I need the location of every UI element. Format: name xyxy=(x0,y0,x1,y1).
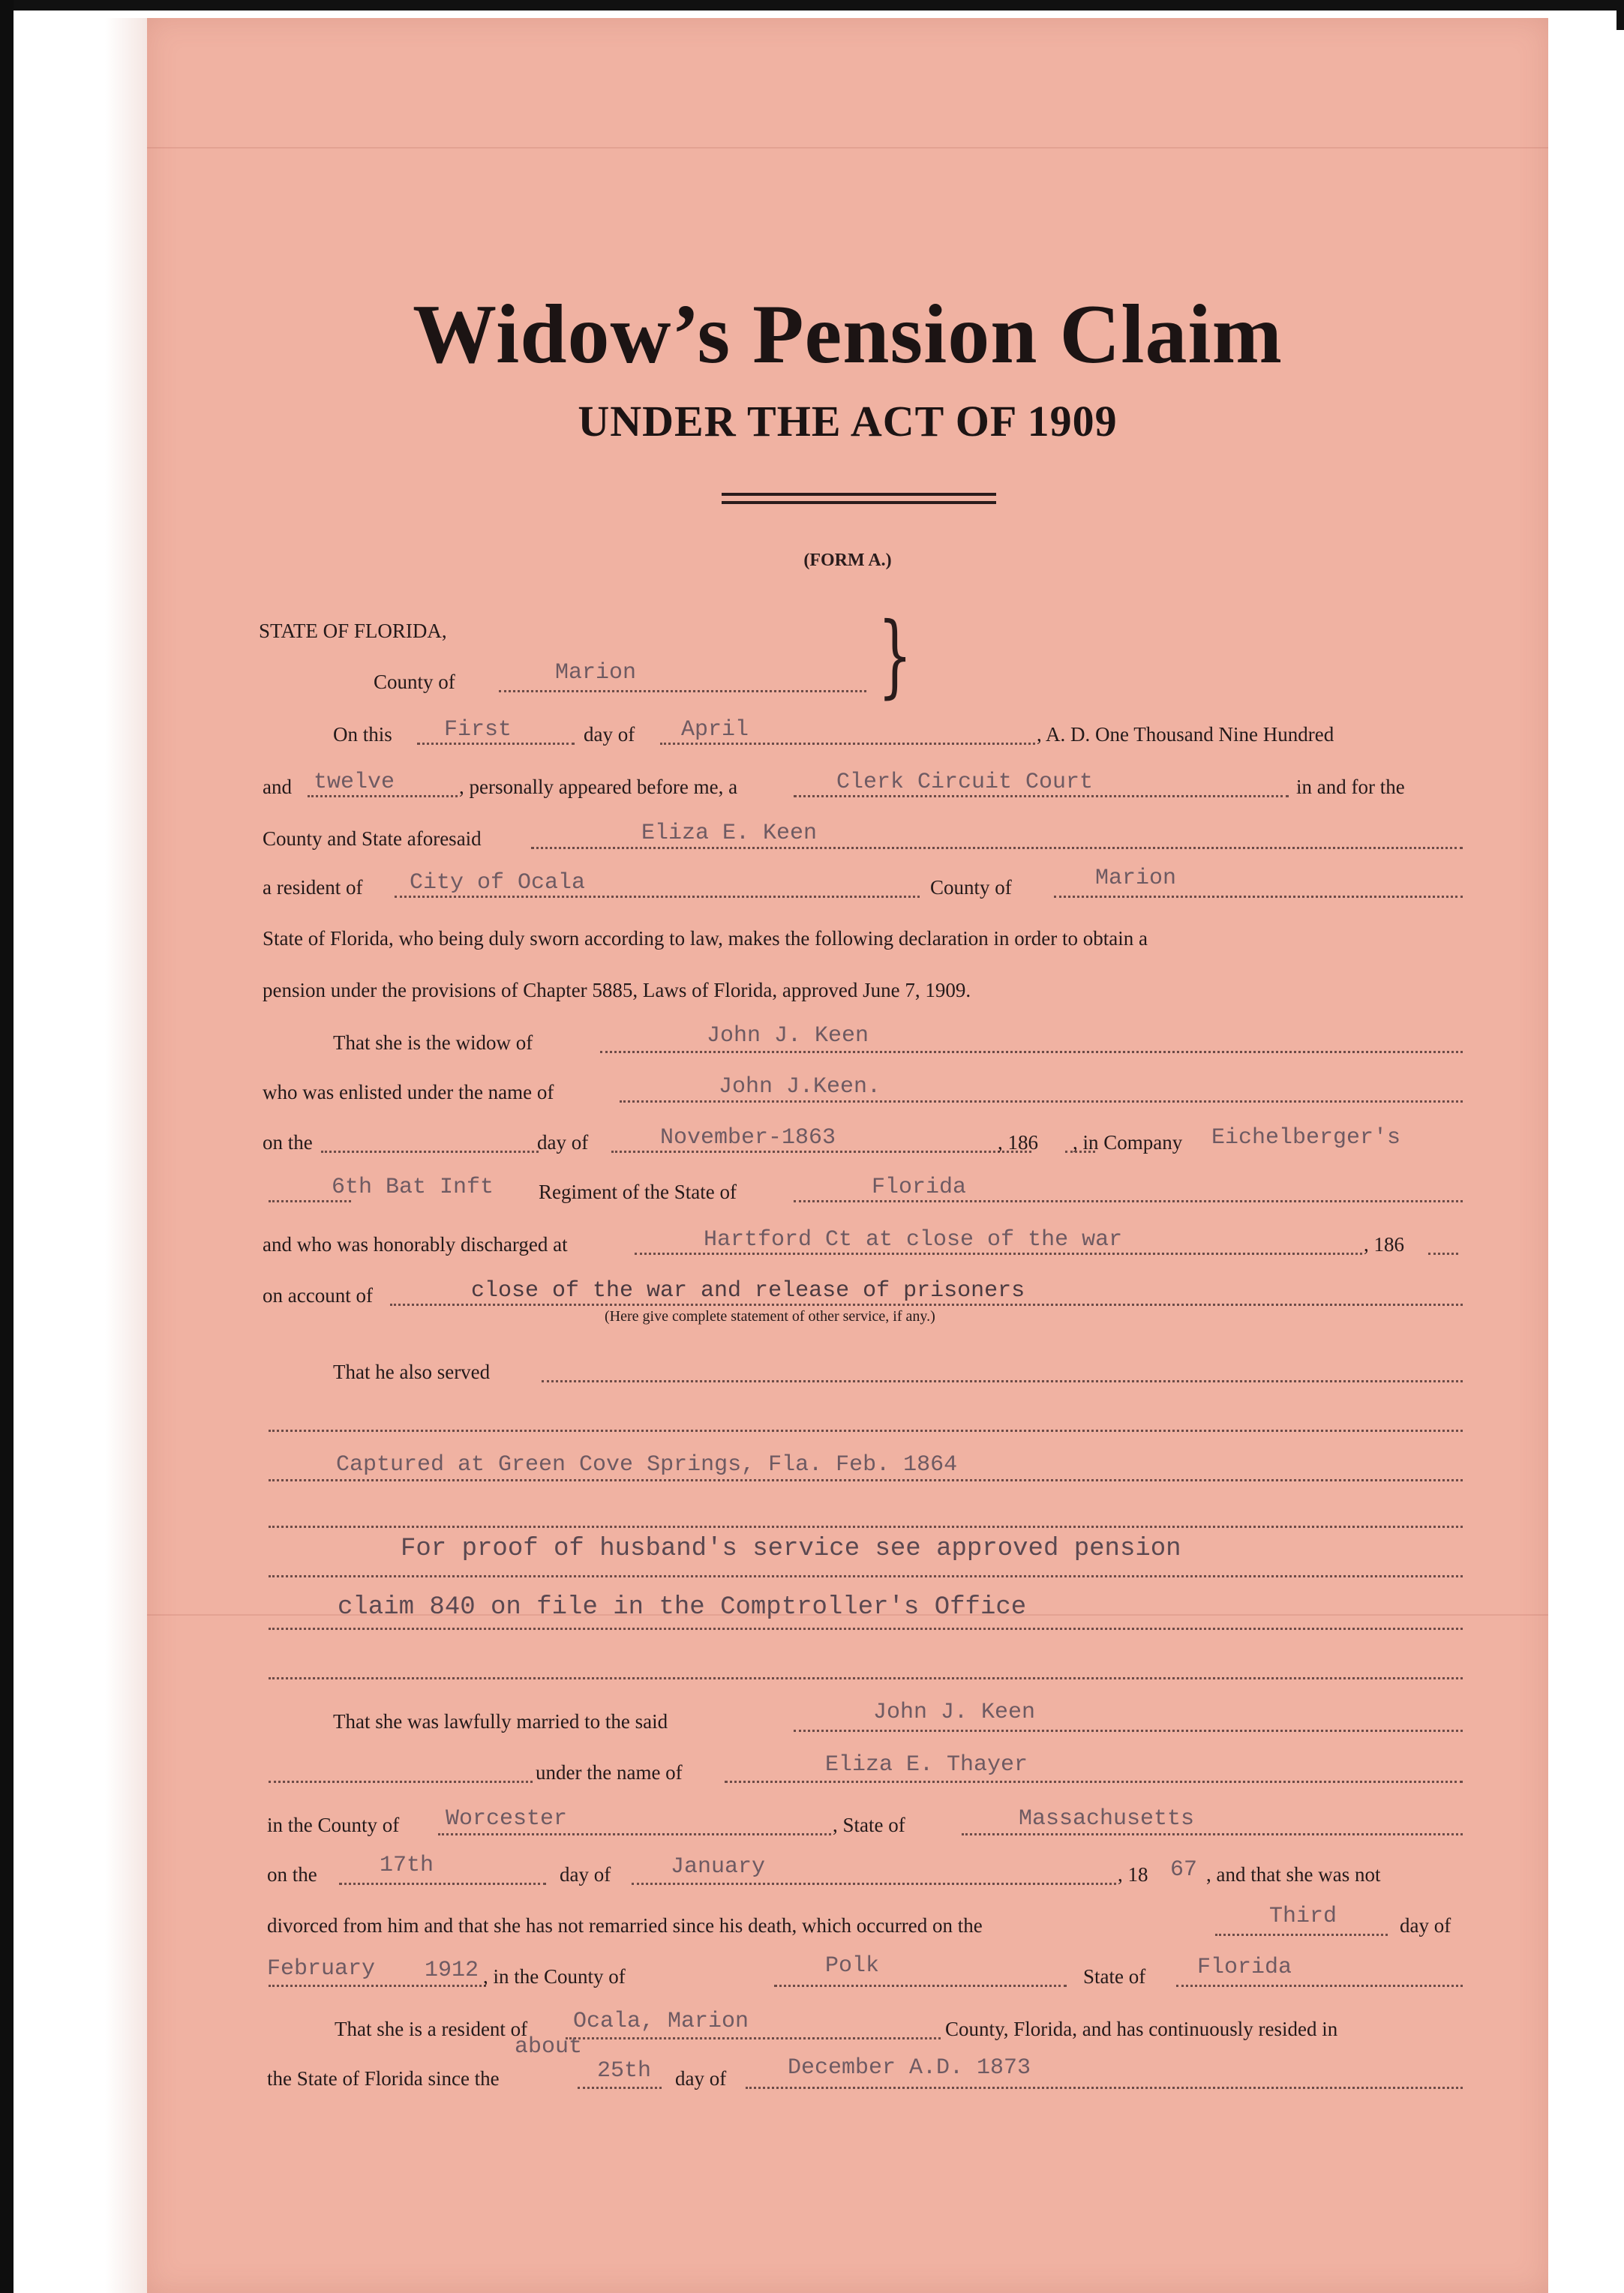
marriage-year-field[interactable]: 67 xyxy=(1170,1857,1198,1883)
dotted-line xyxy=(269,1781,533,1783)
dotted-line xyxy=(417,743,575,745)
scan-border-top xyxy=(0,0,1624,17)
dotted-line xyxy=(269,1430,1463,1432)
day-field[interactable]: First xyxy=(444,717,512,743)
dotted-line xyxy=(660,743,1035,745)
text-state-since: the State of Florida since the xyxy=(267,2067,500,2090)
text-widow-of: That she is the widow of xyxy=(333,1031,533,1054)
dotted-line xyxy=(635,1253,1362,1255)
text-in-county-of: in the County of xyxy=(267,1814,400,1836)
dotted-line xyxy=(321,1151,539,1153)
year-field[interactable]: twelve xyxy=(314,770,395,795)
text-in-company: , in Company xyxy=(1073,1131,1183,1154)
dotted-line xyxy=(600,1051,1463,1053)
paper-shadow xyxy=(105,18,147,2293)
death-day-field[interactable]: Third xyxy=(1269,1904,1337,1929)
text-also-served: That he also served xyxy=(333,1361,491,1383)
residence-since-day-field[interactable]: 25th xyxy=(597,2058,652,2084)
text-not-remarried: divorced from him and that she has not remarried since his death, which occurred on the xyxy=(267,1914,983,1937)
officer-field[interactable]: Clerk Circuit Court xyxy=(836,770,1094,795)
text-sworn-declaration: State of Florida, who being duly sworn according to law, makes the following declaration in order to obtain a xyxy=(263,927,1148,950)
form-title: Widow’s Pension Claim xyxy=(413,288,1283,381)
text-in-county-of: , in the County of xyxy=(483,1965,626,1988)
county-label: County of xyxy=(374,671,455,693)
state-label: STATE OF FLORIDA, xyxy=(259,620,447,642)
dotted-line xyxy=(269,1677,1463,1679)
dotted-line xyxy=(269,1479,1463,1481)
text-day-of: day of xyxy=(675,2067,727,2090)
enlisted-name-field[interactable]: John J.Keen. xyxy=(719,1074,881,1100)
dotted-line xyxy=(566,2037,941,2039)
text-continuously-resided: County, Florida, and has continuously resided in xyxy=(945,2018,1338,2040)
text-day-of: day of xyxy=(537,1131,589,1154)
discharge-reason-field[interactable]: close of the war and release of prisoners xyxy=(471,1278,1025,1304)
dotted-line xyxy=(339,1883,546,1885)
text-chapter-5885: pension under the provisions of Chapter 5885, Laws of Florida, approved June 7, 1909. xyxy=(263,979,971,1001)
dotted-line xyxy=(725,1781,1463,1783)
dotted-line xyxy=(269,1628,1463,1630)
dotted-line xyxy=(395,896,920,898)
dotted-line xyxy=(794,1730,1463,1732)
dotted-line xyxy=(1176,1985,1463,1987)
text-18: , 18 xyxy=(1118,1863,1148,1886)
text-instruction-note: (Here give complete statement of other service, if any.) xyxy=(605,1308,935,1325)
dotted-line xyxy=(1054,896,1463,898)
dotted-line xyxy=(794,795,1289,797)
marriage-month-field[interactable]: January xyxy=(671,1854,766,1880)
text-and: and xyxy=(263,776,292,798)
scan-border-right xyxy=(1616,0,1624,30)
marriage-county-field[interactable]: Worcester xyxy=(446,1806,568,1832)
dotted-line xyxy=(1215,1934,1388,1936)
text-county-state: County and State aforesaid xyxy=(263,827,482,850)
residence-since-date-field[interactable]: December A.D. 1873 xyxy=(788,2055,1031,2081)
text-regiment-state: Regiment of the State of xyxy=(539,1181,737,1203)
text-married-to: That she was lawfully married to the said xyxy=(333,1710,668,1733)
text-discharged-at: and who was honorably discharged at xyxy=(263,1233,568,1256)
text-year-prefix: , A. D. One Thousand Nine Hundred xyxy=(1037,723,1334,746)
resident-county-field[interactable]: Marion xyxy=(1095,866,1177,891)
text-day-of: day of xyxy=(1400,1914,1451,1937)
text-state-of: State of xyxy=(1083,1965,1146,1988)
dotted-line xyxy=(390,1304,1463,1306)
dotted-line xyxy=(269,1985,486,1987)
claimant-name-field[interactable]: Eliza E. Keen xyxy=(641,821,818,846)
dotted-line xyxy=(632,1883,1116,1885)
service-capture-field[interactable]: Captured at Green Cove Springs, Fla. Feb. 1864 xyxy=(336,1452,958,1478)
text-state-of: , State of xyxy=(833,1814,905,1836)
death-month-field[interactable]: February xyxy=(267,1956,376,1982)
dotted-line xyxy=(531,847,1463,849)
text-in-and-for: in and for the xyxy=(1296,776,1405,798)
marriage-state-field[interactable]: Massachusetts xyxy=(1019,1806,1195,1832)
dotted-line xyxy=(542,1380,1463,1382)
county-dotted-line xyxy=(499,690,866,692)
dotted-line xyxy=(746,2087,1463,2089)
text-on-the: on the xyxy=(267,1863,317,1886)
married-husband-field[interactable]: John J. Keen xyxy=(873,1700,1036,1725)
text-resident-of: That she is a resident of xyxy=(335,2018,528,2040)
text-resident-of: a resident of xyxy=(263,876,363,899)
dotted-line xyxy=(774,1985,1067,1987)
text-186: , 186 xyxy=(1364,1233,1404,1256)
county-field[interactable]: Marion xyxy=(555,660,637,686)
dotted-line xyxy=(578,2087,662,2089)
dotted-line xyxy=(269,1575,1463,1577)
form-label: (FORM A.) xyxy=(803,551,892,570)
husband-name-field[interactable]: John J. Keen xyxy=(707,1023,869,1049)
paper-fold-line xyxy=(147,147,1548,149)
dotted-line xyxy=(794,1200,1463,1202)
state-brace: } xyxy=(878,604,913,708)
dotted-line xyxy=(611,1151,1031,1153)
current-residence-field[interactable]: Ocala, Marion xyxy=(573,2009,749,2034)
dotted-line xyxy=(620,1100,1463,1103)
title-rule-top xyxy=(722,493,996,496)
residence-field[interactable]: City of Ocala xyxy=(410,870,586,896)
title-rule-bottom xyxy=(722,501,996,504)
inserted-about-field[interactable]: about xyxy=(515,2034,583,2060)
text-appeared: , personally appeared before me, a xyxy=(459,776,738,798)
form-subtitle: UNDER THE ACT OF 1909 xyxy=(578,397,1118,446)
text-day-of: day of xyxy=(560,1863,611,1886)
regiment-state-field[interactable]: Florida xyxy=(872,1175,967,1200)
company-field[interactable]: Eichelberger's xyxy=(1211,1125,1401,1151)
text-on-the: on the xyxy=(263,1131,313,1154)
text-on-account-of: on account of xyxy=(263,1284,373,1307)
death-year-field[interactable]: 1912 xyxy=(425,1958,479,1983)
dotted-line xyxy=(269,1526,1463,1528)
dotted-line xyxy=(269,1200,351,1202)
text-county-of: County of xyxy=(930,876,1012,899)
death-county-field[interactable]: Polk xyxy=(825,1953,880,1979)
text-186: , 186 xyxy=(998,1131,1038,1154)
dotted-line xyxy=(1428,1253,1458,1255)
month-field[interactable]: April xyxy=(681,717,749,743)
scan-border-left xyxy=(0,0,14,2293)
discharge-place-field[interactable]: Hartford Ct at close of the war xyxy=(704,1227,1123,1253)
service-claim-field[interactable]: claim 840 on file in the Comptroller's Office xyxy=(338,1593,1027,1622)
maiden-name-field[interactable]: Eliza E. Thayer xyxy=(825,1752,1028,1778)
regiment-field[interactable]: 6th Bat Inft xyxy=(332,1175,494,1200)
death-state-field[interactable]: Florida xyxy=(1197,1955,1292,1980)
service-proof-field[interactable]: For proof of husband's service see approved pension xyxy=(401,1535,1181,1563)
text-enlisted-under: who was enlisted under the name of xyxy=(263,1081,554,1103)
enlistment-date-field[interactable]: November-1863 xyxy=(660,1125,836,1151)
text-not-divorced: , and that she was not xyxy=(1206,1863,1381,1886)
dotted-line xyxy=(438,1833,831,1835)
dotted-line xyxy=(308,795,458,797)
dotted-line xyxy=(962,1833,1463,1835)
text-on-this: On this xyxy=(333,723,392,746)
text-under-name-of: under the name of xyxy=(536,1761,683,1784)
marriage-day-field[interactable]: 17th xyxy=(380,1853,434,1878)
text-day-of: day of xyxy=(584,723,635,746)
